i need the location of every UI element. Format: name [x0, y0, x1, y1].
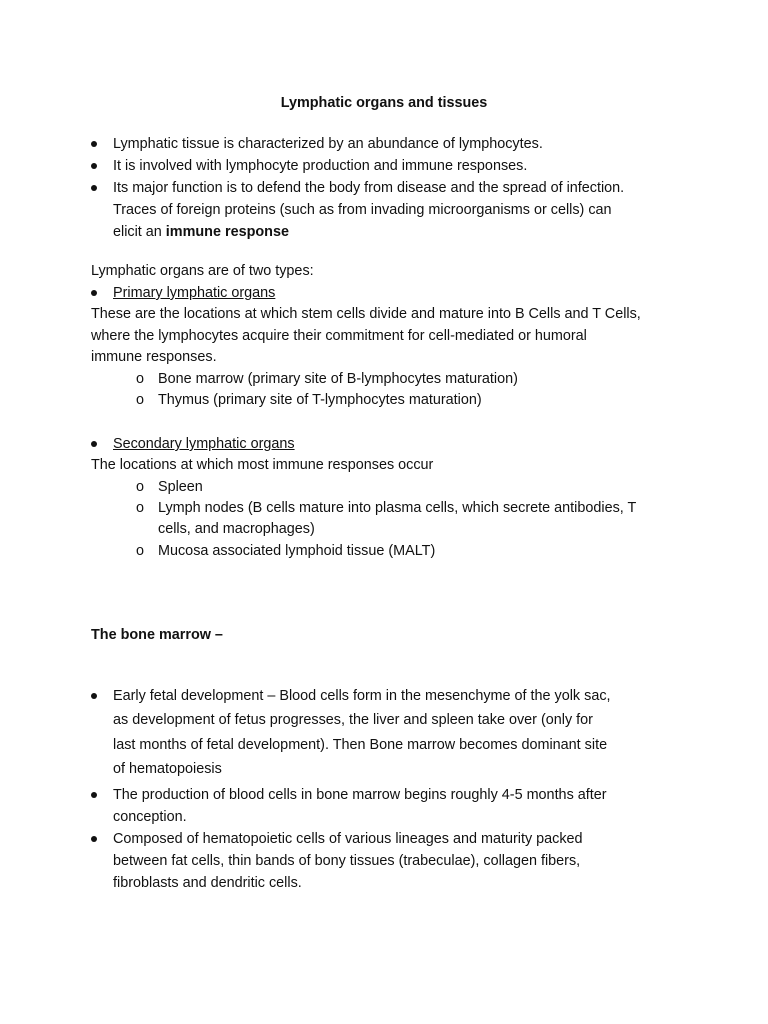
- primary-item-bone-marrow: Bone marrow (primary site of B-lymphocytes maturation): [158, 371, 518, 387]
- intro-bullet-3-line-1: Its major function is to defend the body from disease and the spread of infection.: [113, 180, 625, 196]
- bone-marrow-bullet-3-line-2: between fat cells, thin bands of bony tissues (trabeculae), collagen fibers,: [113, 853, 581, 869]
- bone-marrow-bullet-2-line-2: conception.: [113, 809, 187, 825]
- bullet-icon: [91, 290, 97, 296]
- intro-bullet-3-text: elicit an: [113, 224, 162, 240]
- circle-bullet-icon: o: [136, 479, 145, 495]
- secondary-item-malt: Mucosa associated lymphoid tissue (MALT): [158, 543, 436, 559]
- bullet-icon: [91, 441, 97, 447]
- bone-marrow-bullet-3-line-1: Composed of hematopoietic cells of various lineages and maturity packed: [113, 831, 583, 847]
- secondary-heading: Secondary lymphatic organs: [113, 436, 295, 452]
- bone-marrow-bullet-1-line-2: as development of fetus progresses, the liver and spleen take over (only for: [113, 712, 593, 728]
- immune-response-term: immune response: [165, 224, 289, 240]
- organs-intro: Lymphatic organs are of two types:: [91, 263, 314, 279]
- primary-item-thymus: Thymus (primary site of T-lymphocytes maturation): [158, 392, 482, 408]
- page-title: Lymphatic organs and tissues: [280, 95, 488, 111]
- bullet-icon: [91, 693, 97, 699]
- bullet-icon: [91, 185, 97, 191]
- secondary-item-lymph-nodes-line-1: Lymph nodes (B cells mature into plasma cells, which secrete antibodies, T: [158, 500, 637, 516]
- intro-bullet-2: It is involved with lymphocyte production and immune responses.: [113, 158, 528, 174]
- secondary-description: The locations at which most immune responses occur: [91, 457, 434, 473]
- primary-description-line-1: These are the locations at which stem cells divide and mature into B Cells and T Cells,: [91, 306, 641, 322]
- bullet-icon: [91, 792, 97, 798]
- intro-bullet-3-line-3: [113, 222, 289, 242]
- bone-marrow-bullet-1-line-1: Early fetal development – Blood cells form in the mesenchyme of the yolk sac,: [113, 688, 611, 704]
- bone-marrow-bullet-1-line-4: of hematopoiesis: [113, 761, 222, 777]
- circle-bullet-icon: o: [136, 392, 145, 408]
- primary-description-line-3: immune responses.: [91, 349, 217, 365]
- primary-heading: Primary lymphatic organs: [113, 285, 276, 301]
- intro-bullet-3-line-2: Traces of foreign proteins (such as from invading microorganisms or cells) can: [113, 202, 612, 218]
- circle-bullet-icon: o: [136, 371, 145, 387]
- bullet-icon: [91, 163, 97, 169]
- primary-description-line-2: where the lymphocytes acquire their commitment for cell-mediated or humoral: [91, 328, 587, 344]
- intro-bullet-1: Lymphatic tissue is characterized by an abundance of lymphocytes.: [113, 136, 543, 152]
- secondary-item-lymph-nodes-line-2: cells, and macrophages): [158, 521, 315, 537]
- bullet-icon: [91, 141, 97, 147]
- circle-bullet-icon: o: [136, 543, 145, 559]
- bone-marrow-bullet-2-line-1: The production of blood cells in bone marrow begins roughly 4-5 months after: [113, 787, 607, 803]
- secondary-item-spleen: Spleen: [158, 479, 203, 495]
- bone-marrow-bullet-1-line-3: last months of fetal development). Then Bone marrow becomes dominant site: [113, 737, 608, 753]
- bullet-icon: [91, 836, 97, 842]
- bone-marrow-bullet-3-line-3: fibroblasts and dendritic cells.: [113, 875, 302, 891]
- bone-marrow-heading: The bone marrow –: [91, 627, 223, 643]
- circle-bullet-icon: o: [136, 500, 145, 516]
